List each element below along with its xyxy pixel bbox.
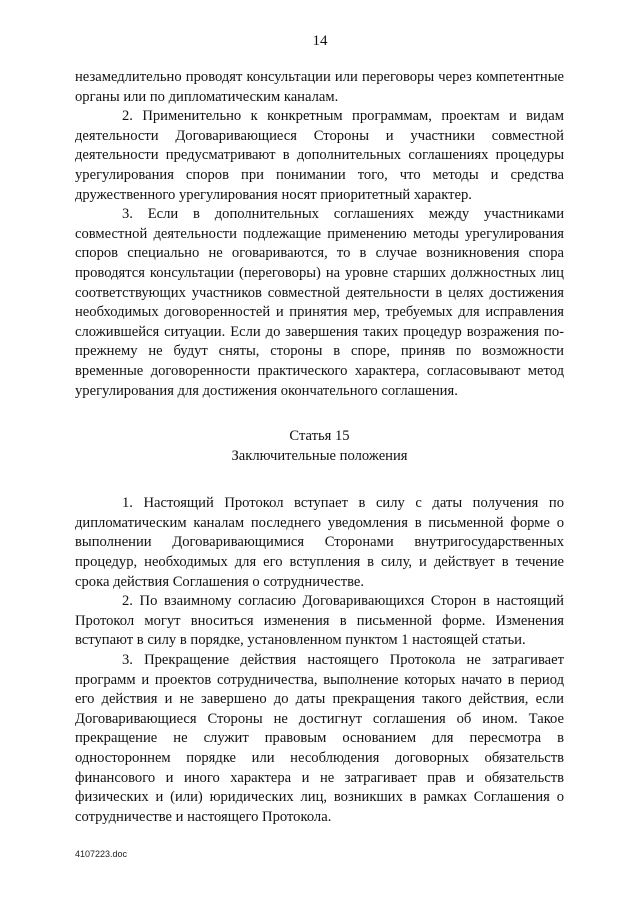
- page-number: 14: [312, 33, 328, 49]
- article-paragraph-3: 3. Прекращение действия настоящего Протокола не затрагивает программ и проектов сотрудничества, выполнение которых начато в период его действия и не завершено до даты прекращения такого действия, если Договаривающиеся Стороны не достигнут соглашения об ином. Такое прекращение не служит правовым основанием для пересмотра в одностороннем порядке или несоблюдения договорных обязательств финансового и иного характера и не затрагивает прав и обязательств физических и (или) юридических лиц, возникших в рамках Соглашения о сотрудничестве и настоящего Протокола.: [75, 652, 564, 825]
- article-heading: [75, 427, 564, 466]
- article-title: Заключительные положения: [231, 447, 408, 464]
- document-body: [75, 68, 564, 827]
- article-number: Статья 15: [289, 428, 350, 445]
- footer-filename: 4107223.doc: [75, 849, 128, 859]
- article-paragraph-2: 2. По взаимному согласию Договаривающихся Сторон в настоящий Протокол могут вноситься изменения в письменной форме. Изменения вступают в силу в порядке, установленном пунктом 1 настоящей статьи.: [75, 593, 564, 649]
- paragraph-2: 2. Применительно к конкретным программам, проектам и видам деятельности Договаривающиеся Стороны и участники совместной деятельности предусматривают в дополнительных соглашениях процедуры урегулирования споров при понимании того, что методы и средства дружественного урегулирования носят приоритетный характер.: [75, 108, 564, 203]
- paragraph-continued: незамедлительно проводят консультации или переговоры через компетентные органы или по дипломатическим каналам.: [75, 69, 564, 105]
- paragraph-3: 3. Если в дополнительных соглашениях между участниками совместной деятельности подлежащие применению методы урегулирования споров специально не оговариваются, то в случае возникновения спора проводятся консультации (переговоры) на уровне старших должностных лиц соответствующих участников совместной деятельности в целях достижения необходимых договоренностей и принятия мер, требуемых для исправления сложившейся ситуации. Если до завершения таких процедур возражения по-прежнему не будут сняты, стороны в споре, приняв по возможности временные договоренности практического характера, согласовывают метод урегулирования для достижения окончательного соглашения.: [75, 206, 564, 399]
- article-paragraph-1: 1. Настоящий Протокол вступает в силу с даты получения по дипломатическим каналам последнего уведомления в письменной форме о выполнении Договаривающимися Сторонами внутригосударственных процедур, необходимых для его вступления в силу, и действует в течение срока действия Соглашения о сотрудничестве.: [75, 495, 564, 590]
